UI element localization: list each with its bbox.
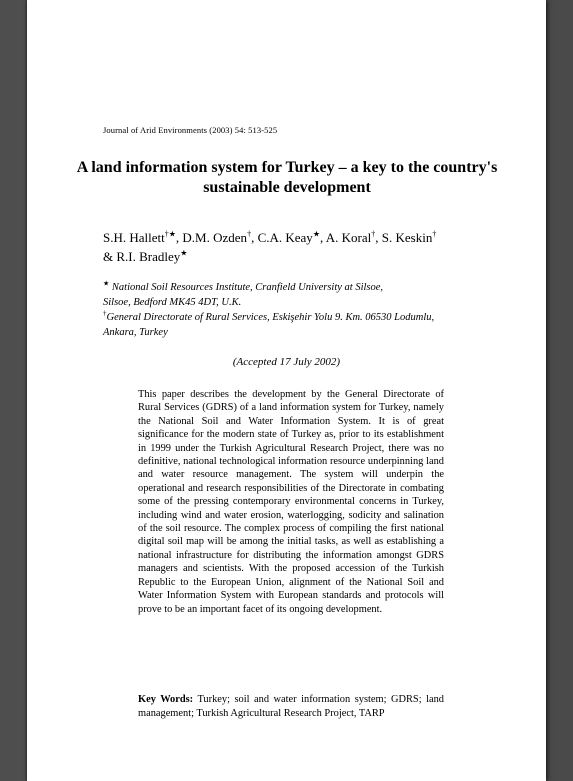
accepted-date: (Accepted 17 July 2002) bbox=[232, 356, 341, 368]
abstract: This paper describes the development by the General Directorate of Rural Services (GDRS) of a land information system for Turkey, namely the National Soil and Water Information System. It is of great significance for the modern state of Turkey as, prior to its establishment in 1999 under the Turkish Agricultural Research Project, there was no definitive, national technological information resource underpinning land and water resource management. The system will underpin the operational and research responsibilities of the Directorate in combating some of the pressing contemporary environmental concerns in Turkey, including wind and water erosion, waterlogging, sodicity and salination of the soil resource. The complex process of compiling the first national digital soil map will be among the initial tasks, as well as establishing a national infrastructure for distributing the information amongst GDRS managers and scientists. With the proposed accession of the Turkish Republic to the European Union, alignment of the National Soil and Water Information System with European standards and protocols will prove to be an important facet of its ongoing development. bbox=[138, 389, 444, 615]
affiliation-1: ★ National Soil Resources Institute, Cranfield University at Silsoe, bbox=[103, 279, 384, 293]
paper-title bbox=[67, 158, 507, 198]
viewer-background-right bbox=[546, 0, 573, 781]
author: & R.I. Bradley★ bbox=[103, 248, 188, 264]
keywords-label: Key Words: bbox=[138, 694, 194, 705]
author: S.H. Hallett†★, bbox=[103, 229, 183, 245]
author-list bbox=[103, 228, 513, 266]
author: A. Koral†, bbox=[325, 229, 382, 245]
title-line-1: A land information system for Turkey – a key to the country's bbox=[76, 159, 498, 176]
journal-reference: Journal of Arid Environments (2003) 54: 513-525 bbox=[103, 125, 278, 135]
keywords-text: Turkey; soil and water information system; GDRS; land management; Turkish Agricultural Research Project, TARP bbox=[138, 694, 444, 719]
affiliation-1-cont: Silsoe, Bedford MK45 4DT, U.K. bbox=[103, 297, 242, 308]
keywords bbox=[138, 693, 444, 721]
title-line-2: sustainable development bbox=[203, 179, 371, 196]
affiliation-2: †General Directorate of Rural Services, Eskişehir Yolu 9. Km. 06530 Lodumlu, bbox=[103, 309, 435, 323]
author: S. Keskin† bbox=[381, 229, 437, 245]
author: C.A. Keay★, bbox=[257, 229, 326, 245]
affiliations bbox=[103, 280, 513, 340]
viewer-background-left bbox=[0, 0, 27, 781]
affiliation-2-cont: Ankara, Turkey bbox=[103, 327, 168, 338]
document-page bbox=[27, 0, 546, 781]
author: D.M. Ozden†, bbox=[182, 229, 258, 245]
